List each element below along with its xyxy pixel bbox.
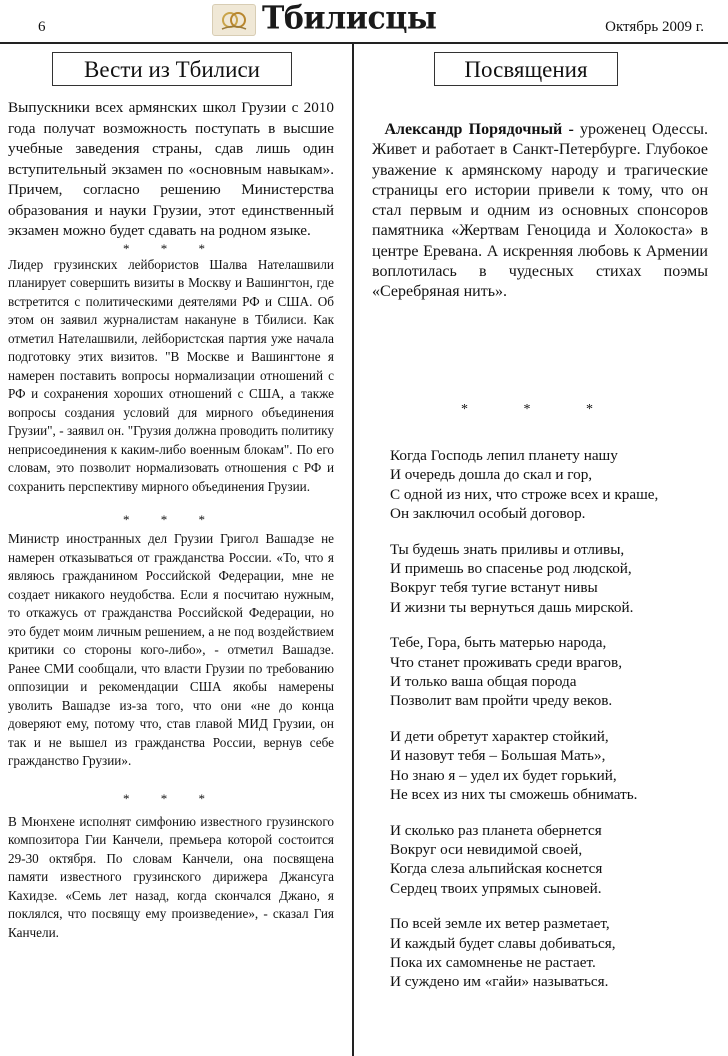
separator-stars: * * * — [461, 402, 619, 417]
poem-line: И примешь во спасенье род людской, — [390, 560, 632, 578]
newspaper-logo-icon — [212, 4, 256, 36]
section-title-dedications: Посвящения — [434, 52, 618, 86]
news-item: Министр иностранных дел Грузии Григол Вашадзе не намерен отказываться от гражданства России. «То, что я являюсь гражданином Российской Федерации, мне не создает никакого неудобства. Если я посчитаю нужным, то откажусь от гражданства Российской Федерации, но это будет моим личным решением, а не под воздействием критики со стороны кого-либо», - отметил Вашадзе. Ранее СМИ сообщали, что власти Грузии по требованию оппозиции и рекомендации США якобы намерены уволить Вашадзе из-за того, что они «не до конца доверяют ему, потому что, став главой МИД Грузии, он так и не вышел из гражданства России, вернув себе гражданство Грузии». — [8, 531, 334, 768]
poem-line: И жизни ты вернуться дашь мирской. — [390, 598, 634, 616]
poem-line: И назовут тебя – Большая Мать», — [390, 747, 606, 765]
separator-stars: * * * — [123, 790, 219, 806]
separator-stars: * * * — [123, 512, 219, 527]
poem-line: Тебе, Гора, быть матерью народа, — [390, 634, 607, 652]
column-divider — [352, 42, 354, 1056]
intro-paragraph — [372, 120, 708, 303]
page-header — [0, 0, 728, 44]
poem-line: И очередь дошла до скал и гор, — [390, 466, 593, 484]
poem-stanza — [390, 446, 716, 524]
poem-line: И только ваша общая порода — [390, 673, 577, 691]
poem-line: Пока их самомненье не растает. — [390, 953, 596, 971]
poem-line: И сколько раз планета обернется — [390, 821, 602, 839]
poem-stanza — [390, 540, 716, 618]
poem-line: По всей земле их ветер разметает, — [390, 915, 610, 933]
dedication-intro — [372, 120, 708, 303]
poem-line: Сердец твоих упрямых сыновей. — [390, 879, 602, 897]
news-column — [8, 98, 334, 942]
poem-line: С одной из них, что строже всех и краше, — [390, 485, 659, 503]
intro-text: уроженец Одессы. Живет и работает в Санкт-Петербурге. Глубокое уважение к армянскому народу и трагические страницы его истории привели к тому, что он стал первым и одним из основных спонсоров памятника «Жертвам Геноцида и Холокоста» в центре Еревана. А искренняя любовь к Армении воплотилась в чудесных стихах поэмы «Серебряная нить». — [372, 121, 708, 301]
news-item: Лидер грузинских лейбористов Шалва Нателашвили планирует совершить визиты в Москву и Вашингтон, где встретится с политическими деятелями РФ и США. Об этом он заявил журналистам накануне в Тбилиси. Как отметил Нателашвили, лейбористская партия уже начала подготовку этих визитов. "В Москве и Вашингтоне я намерен поставить вопросы нормализации отношений с РФ и сохранения хороших отношений с США, а также вопросы создания условий для мирного объединения Грузии", - заявил он. "Грузия должна проводить политику неприсоединения к каким-либо военным блокам". По его словам, это позволит нормализовать отношения с РФ и сохранить перспективу мирного объединения Грузии. — [8, 256, 334, 494]
page-number: 6 — [38, 19, 46, 35]
poem-line: Позволит вам пройти чреду веков. — [390, 692, 613, 710]
poem-line: Вокруг оси невидимой своей, — [390, 840, 583, 858]
poem-line: И дети обретут характер стойкий, — [390, 727, 609, 745]
poem-line: Но знаю я – удел их будет горький, — [390, 766, 617, 784]
poem-line: Когда слеза альпийская коснется — [390, 860, 603, 878]
header-divider — [0, 42, 728, 44]
poem-line: Он заключил особый договор. — [390, 505, 586, 523]
separator-stars: * * * — [123, 240, 219, 256]
poem-line: И каждый будет славы добиваться, — [390, 934, 616, 952]
poem-line: Ты будешь знать приливы и отливы, — [390, 540, 625, 558]
news-item: Выпускники всех армянских школ Грузии с 2010 года получат возможность поступать в высшие учебные заведения страны, сдав лишь один вступительный экзамен по «основным навыкам». Причем, согласно решению Министерства образования и науки Грузии, этот единственный экзамен можно будет сдавать на родном языке. — [8, 99, 334, 239]
poem-line: Не всех из них ты сможешь обнимать. — [390, 786, 638, 804]
issue-date: Октябрь 2009 г. — [605, 19, 704, 35]
news-item: В Мюнхене исполнят симфонию известного грузинского композитора Гии Канчели, премьера которой состоится 29-30 октября. По словам Канчели, она посвящена памяти известного грузинского дирижера Джансуга Кахидзе. «Семь лет назад, когда скончался Джано, я поклялся, что посвящу ему произведение», - сказал Гия Канчели. — [8, 813, 334, 940]
poem-stanza — [390, 821, 716, 899]
masthead: Тбилисцы — [262, 0, 437, 37]
author-name: Александр Порядочный - — [384, 121, 574, 138]
poem-line: Что станет проживать среди врагов, — [390, 653, 622, 671]
poem-stanza — [390, 727, 716, 805]
poem-line: Вокруг тебя тугие встанут нивы — [390, 579, 598, 597]
poem-stanza — [390, 914, 716, 992]
poem — [390, 446, 716, 1008]
poem-line: И суждено им «гайи» называться. — [390, 973, 609, 991]
section-title-news: Вести из Тбилиси — [52, 52, 292, 86]
poem-stanza — [390, 633, 716, 711]
poem-line: Когда Господь лепил планету нашу — [390, 447, 618, 464]
